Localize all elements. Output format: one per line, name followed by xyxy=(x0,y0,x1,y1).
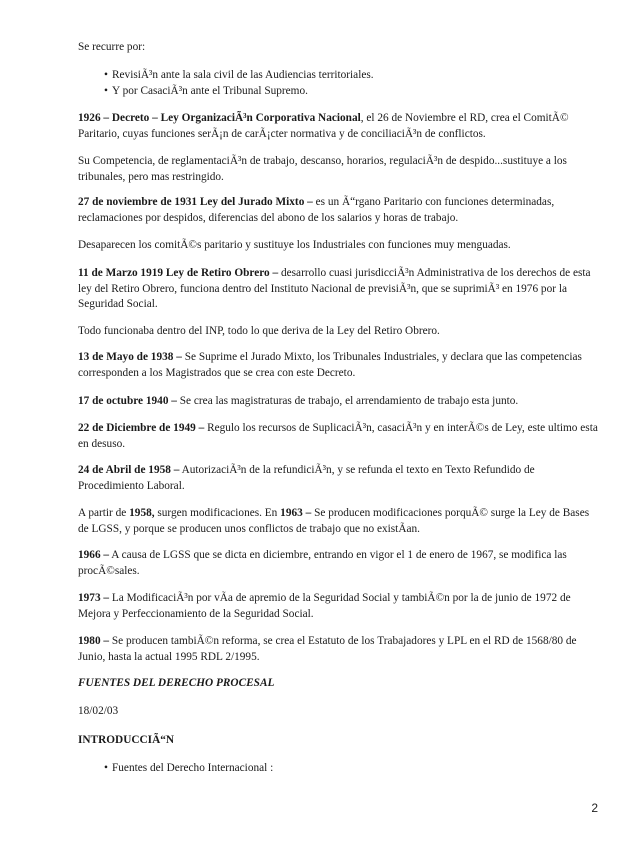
paragraph-1973-text: La ModificaciÃ³n por vÃa de apremio de la Seguridad Social y tambiÃ©n por la de junio de 1972 de Mejora y Perfeccionamiento de la Seguridad Social. xyxy=(78,592,571,620)
paragraph-1963 xyxy=(78,506,600,537)
paragraph-1940-heading: 17 de octubre 1940 – xyxy=(78,395,177,407)
paragraph-1963-text-3: Se producen modificaciones porquÃ© surge la Ley de Bases de LGSS, y porque se producen unos conflictos de trabajo que no existÃan. xyxy=(78,507,590,535)
paragraph-1966 xyxy=(78,548,600,579)
paragraph-1926-text: , el 26 de Noviembre el RD, crea el ComitÃ© Paritario, cuyas funciones serÃ¡n de carÃ¡cter normativa y de conciliaciÃ³n de conflictos. xyxy=(78,112,569,140)
paragraph-1973-heading: 1973 – xyxy=(78,592,110,604)
paragraph-1949 xyxy=(78,421,600,452)
paragraph-1973 xyxy=(78,591,600,622)
paragraph-1980-text: Se producen tambiÃ©n reforma, se crea el Estatuto de los Trabajadores y LPL en el RD de 1568/80 de Junio, hasta la actual 1995 RDL 2/1995. xyxy=(78,635,577,663)
paragraph-1963-bold-1: 1958, xyxy=(129,507,155,519)
fuentes-list xyxy=(104,761,584,777)
paragraph-1938-heading: 13 de Mayo de 1938 – xyxy=(78,351,182,363)
paragraph-1958 xyxy=(78,463,600,494)
paragraph-1980-heading: 1980 – xyxy=(78,635,110,647)
document-date: 18/02/03 xyxy=(78,705,119,717)
paragraph-1938-text: Se Suprime el Jurado Mixto, los Tribunales Industriales, y declara que las competencias corresponden a los Magistrados que se crea con este Decreto. xyxy=(78,351,582,379)
paragraph-desaparecen: Desaparecen los comitÃ©s paritario y sustituye los Industriales con funciones muy menguadas. xyxy=(78,239,511,251)
paragraph-1966-text: A causa de LGSS que se dicta en diciembre, entrando en vigor el 1 de enero de 1967, se modifica las procÃ©sales. xyxy=(78,549,567,577)
paragraph-1919 xyxy=(78,266,600,313)
recurso-list xyxy=(104,68,584,99)
paragraph-1963-text-1: A partir de xyxy=(78,507,130,519)
intro-line: Se recurre por: xyxy=(78,41,146,53)
paragraph-1919-heading: 11 de Marzo 1919 Ley de Retiro Obrero – xyxy=(78,267,279,279)
paragraph-1940-text: Se crea las magistraturas de trabajo, el arrendamiento de trabajo esta junto. xyxy=(176,395,519,407)
paragraph-1919-text: desarrollo cuasi jurisdicciÃ³n Administrativa de los derechos de esta ley del Retiro Obrero, funciona dentro del Instituto Nacional de previsiÃ³n, que se suprimiÃ³ en 1976 por la Seguridad Social. xyxy=(78,267,591,310)
paragraph-1926 xyxy=(78,111,600,142)
paragraph-1958-text: AutorizaciÃ³n de la refundiciÃ³n, y se refunda el texto en Texto Refundido de Procedimiento Laboral. xyxy=(78,464,535,492)
intro-heading: INTRODUCCIÃ“N xyxy=(78,734,175,746)
page-number: 2 xyxy=(591,801,598,815)
list-item-text: Y por CasaciÃ³n ante el Tribunal Supremo. xyxy=(112,84,308,97)
paragraph-competencia: Su Competencia, de reglamentaciÃ³n de trabajo, descanso, horarios, regulaciÃ³n de despido...sustituye a los tribunales, pero mas restringido. xyxy=(78,155,567,183)
paragraph-1949-text: Regulo los recursos de SuplicaciÃ³n, casaciÃ³n y en interÃ©s de Ley, este ultimo esta en desuso. xyxy=(78,422,598,450)
list-item-text: Fuentes del Derecho Internacional : xyxy=(112,762,274,774)
paragraph-inp: Todo funcionaba dentro del INP, todo lo que deriva de la Ley del Retiro Obrero. xyxy=(78,325,440,337)
paragraph-1931-text: es un Ã“rgano Paritario con funciones determinadas, reclamaciones por despidos, diferencias del abono de los salarios y horas de trabajo. xyxy=(78,196,555,224)
paragraph-1926-heading: 1926 – Decreto – Ley OrganizaciÃ³n Corporativa Nacional xyxy=(78,112,361,124)
paragraph-1938 xyxy=(78,350,600,381)
paragraph-1963-text-2: surgen modificaciones. En xyxy=(154,507,281,519)
paragraph-1980 xyxy=(78,634,600,665)
list-item xyxy=(104,84,584,100)
list-item xyxy=(104,68,584,84)
paragraph-1963-bold-2: 1963 – xyxy=(280,507,312,519)
paragraph-1931 xyxy=(78,195,600,226)
paragraph-1931-heading: 27 de noviembre de 1931 Ley del Jurado Mixto – xyxy=(78,196,313,208)
section-title: FUENTES DEL DERECHO PROCESAL xyxy=(78,677,275,689)
paragraph-1949-heading: 22 de Diciembre de 1949 – xyxy=(78,422,205,434)
paragraph-1958-heading: 24 de Abril de 1958 – xyxy=(78,464,180,476)
paragraph-1940 xyxy=(78,394,600,410)
list-item xyxy=(104,761,584,777)
paragraph-1966-heading: 1966 – xyxy=(78,549,110,561)
list-item-text: RevisiÃ³n ante la sala civil de las Audiencias territoriales. xyxy=(112,69,374,81)
